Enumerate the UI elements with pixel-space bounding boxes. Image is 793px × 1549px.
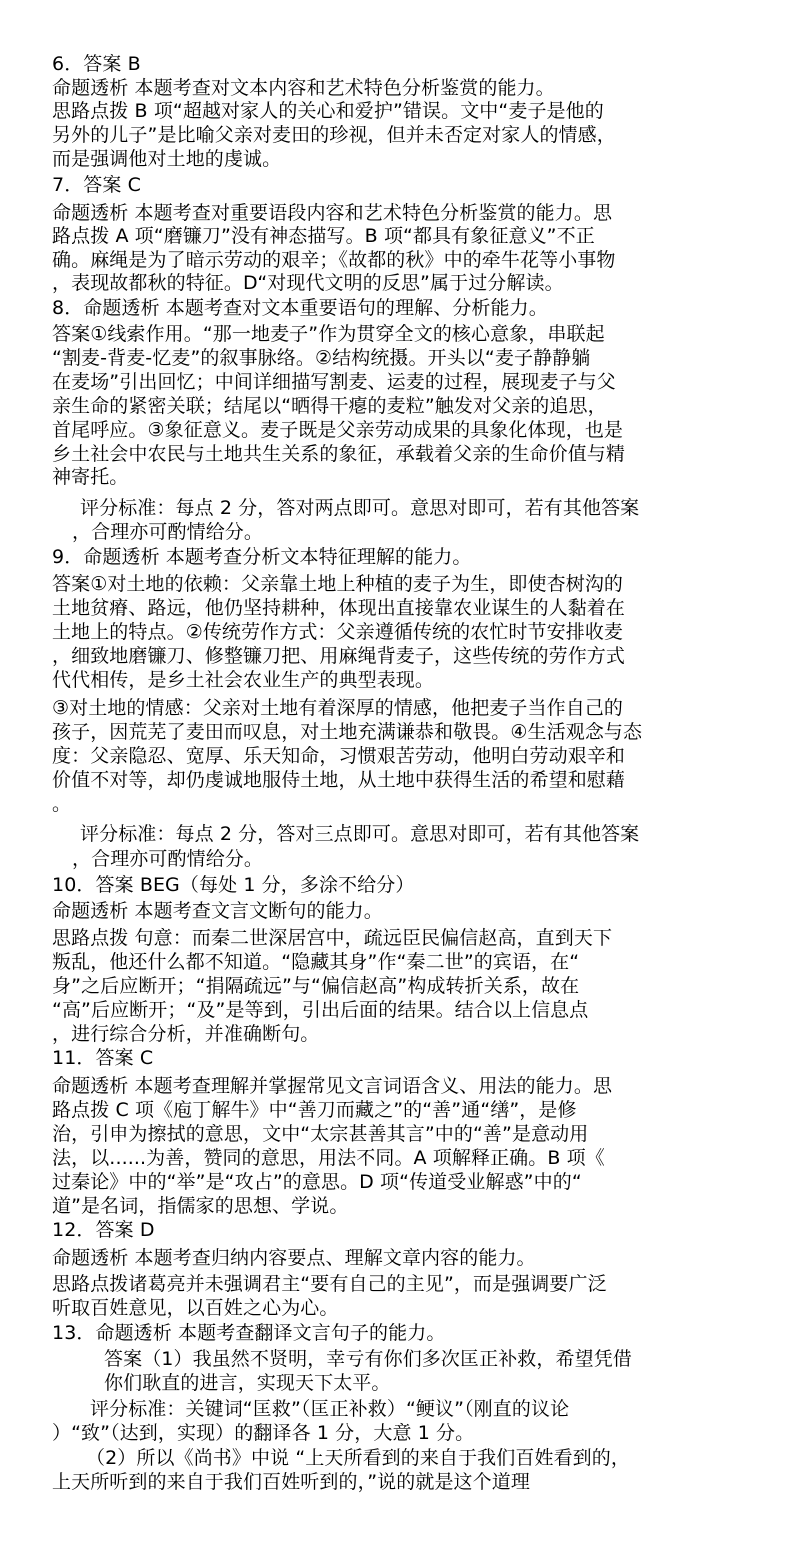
q6-answer: 6．答案 B <box>52 53 141 75</box>
q10-line-4: “高”后应断开；“及”是等到，引出后面的结果。结合以上信息点 <box>52 999 589 1021</box>
q9-line-7: 孩子，因荒芜了麦田而叹息，对土地充满谦恭和敬畏。④生活观念与态 <box>52 721 643 743</box>
q12-analysis: 命题透析 本题考查归纳内容要点、理解文章内容的能力。 <box>52 1247 536 1269</box>
q13-scoring-line-2: ）“致”（达到，实现）的翻译各 1 分，大意 1 分。 <box>52 1422 475 1444</box>
q8-line-2: “割麦-背麦-忆麦”的叙事脉络。②结构统摄。开头以“麦子静静躺 <box>52 347 591 369</box>
q12-answer: 12．答案 D <box>52 1219 155 1241</box>
q6-analysis: 命题透析 本题考查对文本内容和艺术特色分析鉴赏的能力。 <box>52 77 555 99</box>
q9-line-10: 。 <box>52 793 72 815</box>
q13-answer-2-line-2: 上天所听到的来自于我们百姓听到的，”说的就是这个道理 <box>52 1471 530 1493</box>
q11-answer: 11．答案 C <box>52 1047 154 1069</box>
q7-line-2: 路点拨 A 项“磨镰刀”没有神态描写。B 项“都具有象征意义”不正 <box>52 225 595 247</box>
q10-analysis: 命题透析 本题考查文言文断句的能力。 <box>52 900 383 922</box>
q8-line-6: 乡土社会中农民与土地共生关系的象征，承载着父亲的生命价值与精 <box>52 443 626 465</box>
q11-line-4: 法，以......为善，赞同的意思，用法不同。A 项解释正确。B 项《 <box>52 1147 605 1169</box>
q8-line-7: 神寄托。 <box>52 466 129 488</box>
q8-line-5: 首尾呼应。③象征意义。麦子既是父亲劳动成果的具象化体现，也是 <box>52 419 624 441</box>
q8-scoring-line-1: 评分标准：每点 2 分，答对两点即可。意思对即可，若有其他答案 <box>80 497 640 519</box>
q9-scoring-line-2: ，合理亦可酌情给分。 <box>72 848 264 870</box>
q11-line-2: 路点拨 C 项《庖丁解牛》中“善刀而藏之”的“善”通“缮”，是修 <box>52 1099 577 1121</box>
q7-answer: 7．答案 C <box>52 174 141 196</box>
q10-line-1: 思路点拨 句意：而秦二世深居宫中，疏远臣民偏信赵高，直到天下 <box>52 927 613 949</box>
q11-line-3: 治，引申为擦拭的意思，文中“太宗甚善其言”中的“善”是意动用 <box>52 1123 589 1145</box>
q6-hint-line-1: 思路点拨 B 项“超越对家人的关心和爱护”错误。文中“麦子是他的 <box>52 100 604 122</box>
q8-line-4: 亲生命的紧密关联；结尾以“晒得干瘪的麦粒”触发对父亲的追思， <box>52 395 607 417</box>
q10-answer: 10．答案 BEG（每处 1 分，多涂不给分） <box>52 874 415 896</box>
q11-line-6: 道”是名词，指儒家的思想、学说。 <box>52 1195 349 1217</box>
q9-line-5: 代代相传，是乡土社会农业生产的典型表现。 <box>52 669 435 691</box>
q11-line-5: 过秦论》中的“举”是“攻占”的意思。D 项“传道受业解惑”中的“ <box>52 1171 582 1193</box>
q9-line-6: ③对土地的情感：父亲对土地有着深厚的情感，他把麦子当作自己的 <box>52 697 624 719</box>
q8-analysis: 8．命题透析 本题考查对文本重要语句的理解、分析能力。 <box>52 297 548 319</box>
q9-line-3: 土地上的特点。②传统劳作方式：父亲遵循传统的农忙时节安排收麦 <box>52 621 624 643</box>
q13-answer-line-2: 你们耿直的进言，实现天下太平。 <box>104 1372 391 1394</box>
q9-line-8: 度：父亲隐忍、宽厚、乐天知命，习惯艰苦劳动，他明白劳动艰辛和 <box>52 745 626 767</box>
q9-line-4: ，细致地磨镰刀、修整镰刀把、用麻绳背麦子，这些传统的劳作方式 <box>52 645 626 667</box>
q13-answer-2-line-1: （2）所以《尚书》中说 “上天所看到的来自于我们百姓看到的， <box>86 1447 630 1469</box>
q10-line-3: 身”之后应断开；“捐隔疏远”与“偏信赵高”构成转折关系，故在 <box>52 975 580 997</box>
q13-answer-line-1: 答案（1）我虽然不贤明，幸亏有你们多次匡正补救，希望凭借 <box>104 1348 632 1370</box>
q8-scoring-line-2: ，合理亦可酌情给分。 <box>72 521 264 543</box>
q9-line-9: 价值不对等，却仍虔诚地服侍土地，从土地中获得生活的希望和慰藉 <box>52 769 626 791</box>
q7-line-1: 命题透析 本题考查对重要语段内容和艺术特色分析鉴赏的能力。思 <box>52 202 613 224</box>
q12-hint-line-2: 听取百姓意见，以百姓之心为心。 <box>52 1297 339 1319</box>
q6-hint-line-2: 另外的儿子”是比喻父亲对麦田的珍视，但并未否定对家人的情感， <box>52 124 616 146</box>
q8-line-3: 在麦场”引出回忆；中间详细描写割麦、运麦的过程，展现麦子与父 <box>52 371 616 393</box>
q9-analysis: 9．命题透析 本题考查分析文本特征理解的能力。 <box>52 546 472 568</box>
q6-hint-line-3: 而是强调他对土地的虔诚。 <box>52 148 282 170</box>
q7-line-3: 确。麻绳是为了暗示劳动的艰辛；《故都的秋》中的牵牛花等小事物 <box>52 249 616 271</box>
q8-line-1: 答案①线索作用。“那一地麦子”作为贯穿全文的核心意象，串联起 <box>52 323 605 345</box>
q13-analysis: 13．命题透析 本题考查翻译文言句子的能力。 <box>52 1322 446 1344</box>
q9-line-2: 土地贫瘠、路远，他仍坚持耕种，体现出直接靠农业谋生的人黏着在 <box>52 597 626 619</box>
q7-line-4: ，表现故都秋的特征。D“对现代文明的反思”属于过分解读。 <box>52 272 564 294</box>
q9-scoring-line-1: 评分标准：每点 2 分，答对三点即可。意思对即可，若有其他答案 <box>80 823 640 845</box>
q13-scoring-line-1: 评分标准：关键词“匡救”（匡正补救）“鲠议”（刚直的议论 <box>90 1398 570 1420</box>
q11-line-1: 命题透析 本题考查理解并掌握常见文言词语含义、用法的能力。思 <box>52 1075 613 1097</box>
q9-line-1: 答案①对土地的依赖：父亲靠土地上种植的麦子为生，即使杏树沟的 <box>52 573 624 595</box>
q12-hint-line-1: 思路点拨诸葛亮并未强调君主“要有自己的主见”，而是强调要广泛 <box>52 1273 607 1295</box>
q10-line-5: ，进行综合分析，并准确断句。 <box>52 1023 320 1045</box>
q10-line-2: 叛乱，他还什么都不知道。“隐藏其身”作“秦二世”的宾语，在“ <box>52 951 580 973</box>
